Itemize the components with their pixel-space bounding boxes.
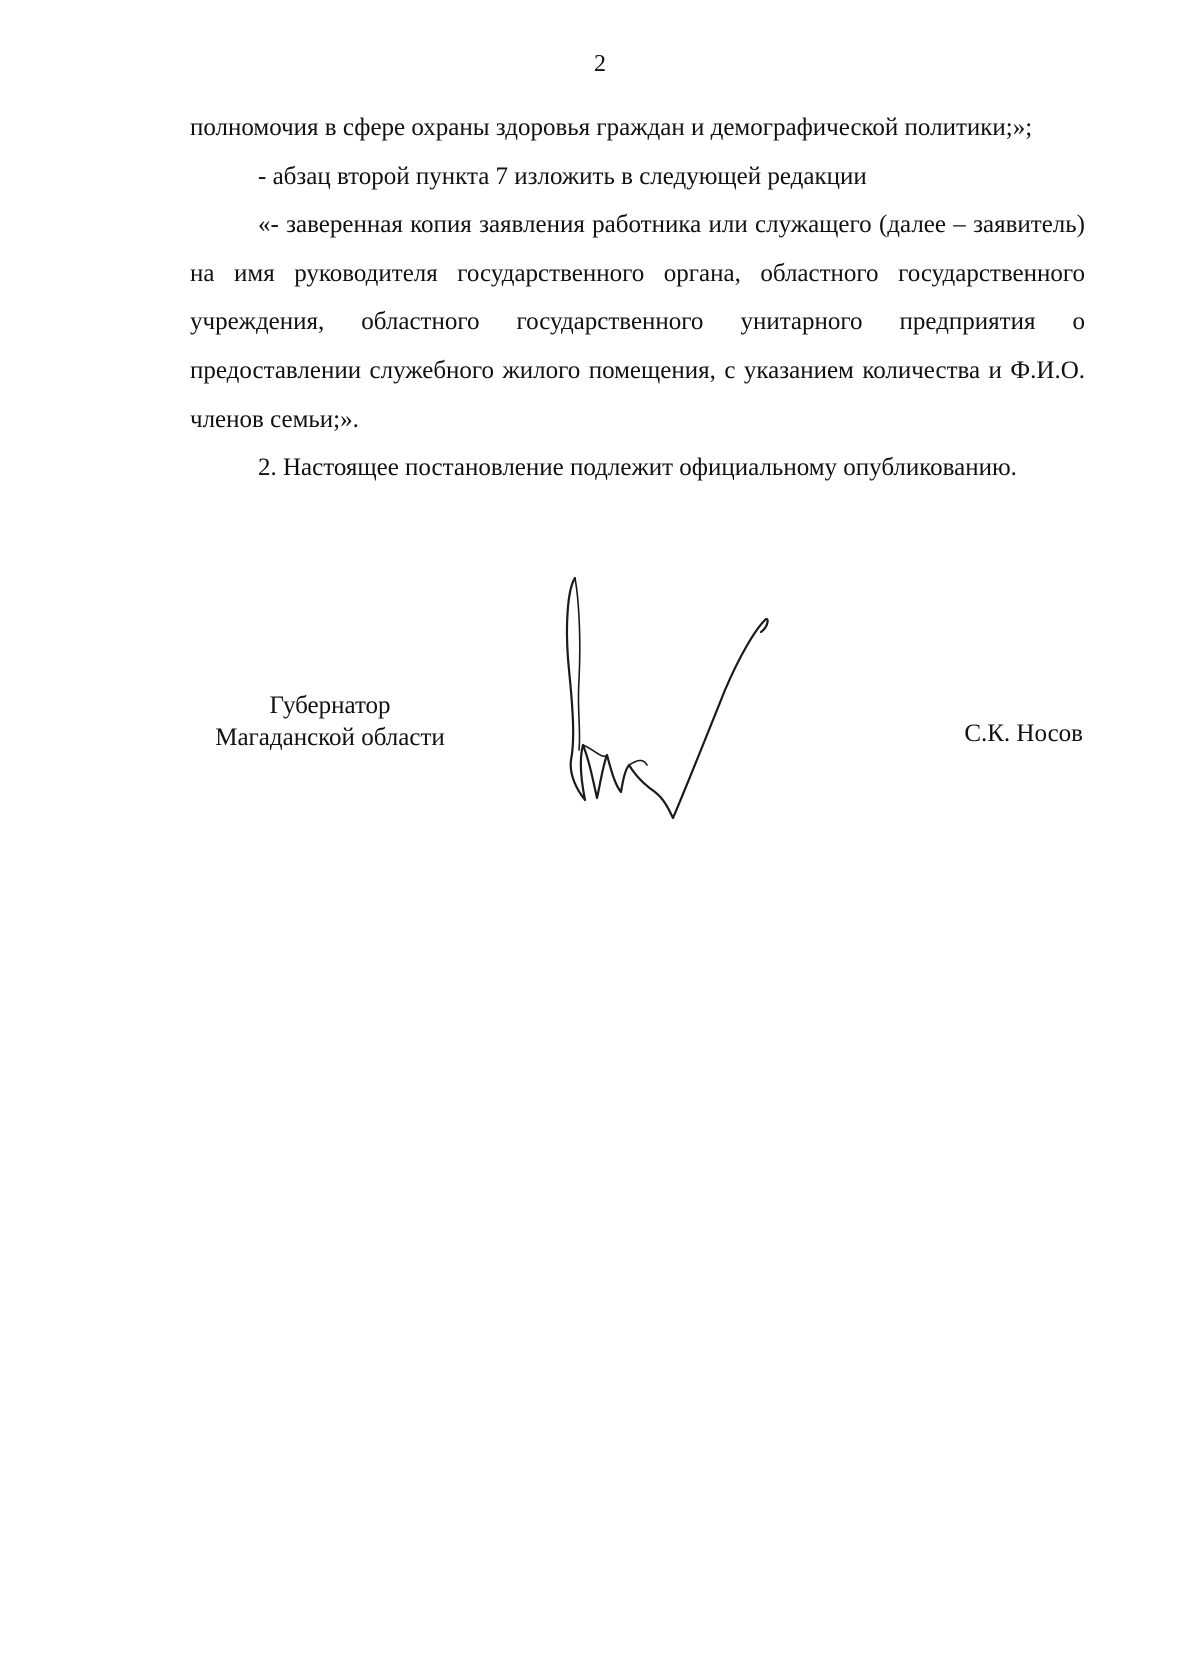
signatory-title-line2: Магаданской области xyxy=(215,724,445,751)
signatory-name: С.К. Носов xyxy=(964,720,1083,747)
paragraph-continuation: полномочия в сфере охраны здоровья граждан и демографической политики;»; xyxy=(190,114,1033,141)
document-body xyxy=(190,104,1085,493)
paragraph-amendment-intro: - абзац второй пункта 7 изложить в следующей редакции xyxy=(258,162,867,190)
paragraph-amendment-text: «- заверенная копия заявления работника или служащего (далее – заявитель) на имя руководителя государственного органа, областного государственного учреждения, областного государственного унитарного предприятия о предоставлении служебного жилого помещения, с указанием количества и Ф.И.О. членов семьи;». xyxy=(190,211,1085,433)
signatory-title xyxy=(190,690,470,754)
signatory-title-line1: Губернатор xyxy=(269,692,391,719)
paragraph-publication: 2. Настоящее постановление подлежит официальному опубликованию. xyxy=(258,454,1017,482)
handwritten-signature-icon xyxy=(555,560,795,820)
page-number: 2 xyxy=(594,51,606,77)
